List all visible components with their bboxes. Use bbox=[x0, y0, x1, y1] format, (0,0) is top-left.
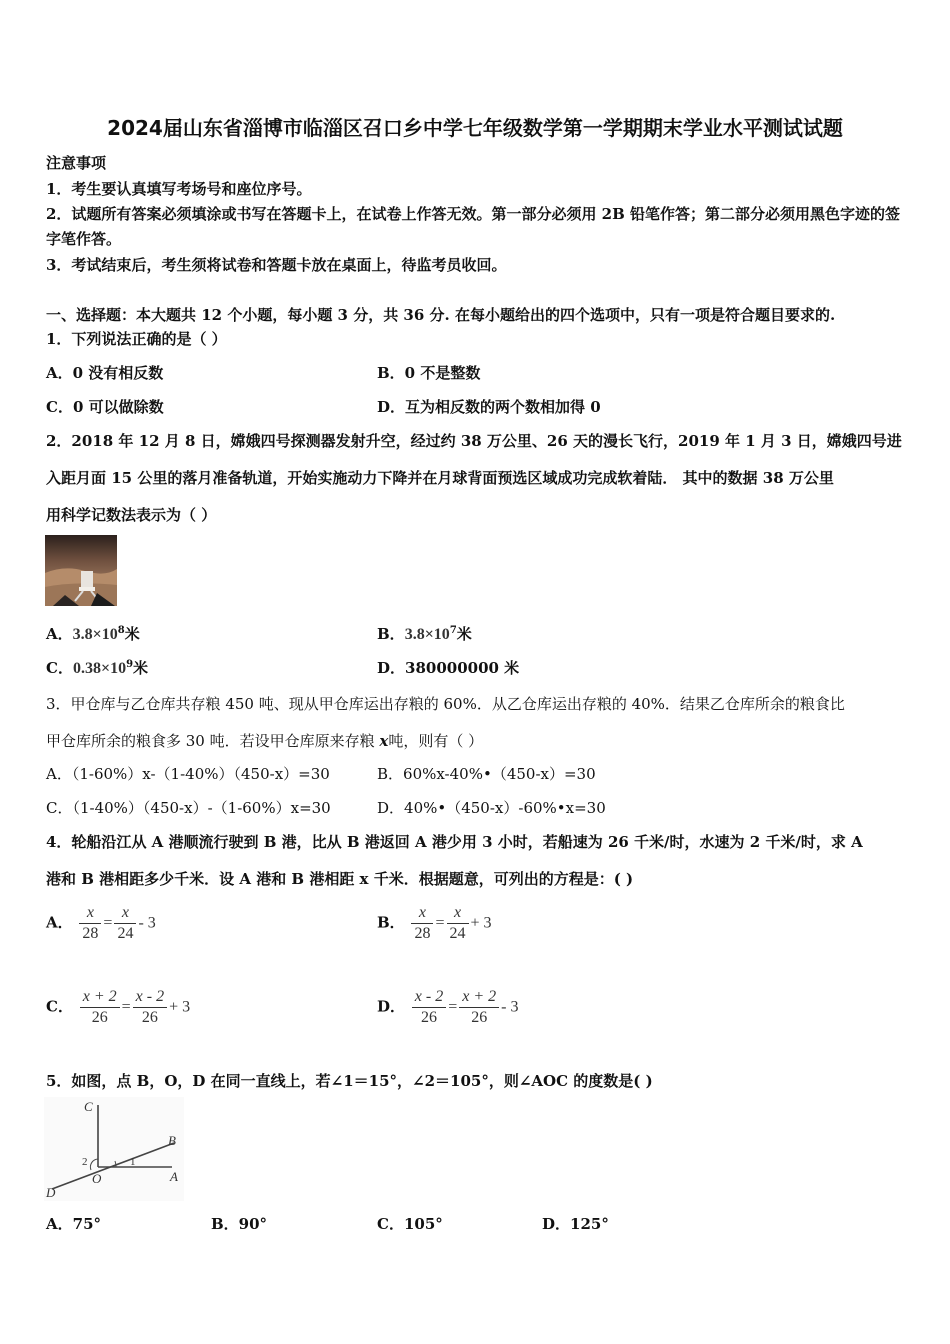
q2-line-1: 2．2018 年 12 月 8 日，嫦娥四号探测器发射升空，经过约 38 万公里、26 天的漫长飞行，2019 年 1 月 3 日，嫦娥四号进 bbox=[46, 432, 902, 450]
q2-line-2: 入距月面 15 公里的落月准备轨道，开始实施动力下降并在月球背面预选区域成功完成软着陆． 其中的数据 38 万公里 bbox=[46, 469, 834, 487]
q3-option-a: A．（1-60%）x-（1-40%）（450-x）=30 bbox=[46, 765, 330, 783]
q1-option-b: B．0 不是整数 bbox=[377, 364, 481, 382]
q3-line-2: 甲仓库所余的粮食多 30 吨．若设甲仓库原来存粮 x吨，则有（ ） bbox=[46, 732, 484, 750]
q5-option-d: D．125° bbox=[542, 1215, 609, 1233]
lunar-landing-photo bbox=[45, 535, 117, 610]
label-b: B bbox=[168, 1133, 176, 1148]
q4-option-d: D． $\frac{x - 2}{26}$ = $\frac{x + 2}{26}$ - 3 bbox=[377, 988, 519, 1026]
q4-line-1: 4．轮船沿江从 A 港顺流行驶到 B 港，比从 B 港返回 A 港少用 3 小时，若船速为 26 千米/时，水速为 2 千米/时，求 A bbox=[46, 833, 863, 851]
q4-option-b: B． $\frac{x}{28}$ = $\frac{x}{24}$ + 3 bbox=[377, 904, 492, 942]
q2-option-c: C．$0.38\times 10^9$米 bbox=[46, 659, 149, 677]
q5-stem: 5．如图，点 B，O，D 在同一直线上，若∠1＝15°，∠2＝105°，则∠AOC 的度数是( ) bbox=[46, 1072, 653, 1090]
q2-option-a: A．$3.8\times 10^8$米 bbox=[46, 625, 140, 643]
notice-item-2: 2．试题所有答案必须填涂或书写在答题卡上，在试卷上作答无效。第一部分必须用 2B 铅笔作答；第二部分必须用黑色字迹的签字笔作答。 bbox=[46, 205, 901, 248]
q4-line-2: 港和 B 港相距多少千米．设 A 港和 B 港相距 x 千米．根据题意，可列出的方程是：( ) bbox=[46, 870, 634, 888]
q1-stem: 1．下列说法正确的是（ ） bbox=[46, 330, 227, 348]
q2-line-3: 用科学记数法表示为（ ） bbox=[46, 506, 217, 524]
q1-option-c: C．0 可以做除数 bbox=[46, 398, 164, 416]
q2-option-d: D．380000000 米 bbox=[377, 659, 520, 677]
angle-figure bbox=[44, 1097, 184, 1205]
q1-option-d: D．互为相反数的两个数相加得 0 bbox=[377, 398, 601, 416]
label-angle-1: 1 bbox=[130, 1156, 136, 1168]
q1-option-a: A．0 没有相反数 bbox=[46, 364, 164, 382]
label-d: D bbox=[46, 1185, 56, 1200]
page-title: 2024届山东省淄博市临淄区召口乡中学七年级数学第一学期期末学业水平测试试题 bbox=[107, 116, 843, 140]
q5-option-b: B．90° bbox=[211, 1215, 268, 1233]
q5-option-a: A．75° bbox=[46, 1215, 102, 1233]
notice-item-1: 1．考生要认真填写考场号和座位序号。 bbox=[46, 180, 312, 198]
q2-option-b: B．$3.8\times 10^7$米 bbox=[377, 625, 472, 643]
label-o: O bbox=[92, 1171, 102, 1186]
q3-option-d: D．40%•（450-x）-60%•x=30 bbox=[377, 799, 606, 817]
label-a: A bbox=[170, 1169, 178, 1184]
q5-option-c: C．105° bbox=[377, 1215, 443, 1233]
notice-item-3: 3．考试结束后，考生须将试卷和答题卡放在桌面上，待监考员收回。 bbox=[46, 256, 507, 274]
q3-option-c: C．（1-40%）（450-x）-（1-60%）x=30 bbox=[46, 799, 331, 817]
q4-option-c: C． $\frac{x + 2}{26}$ = $\frac{x - 2}{26}$ + 3 bbox=[46, 988, 191, 1026]
notice-heading: 注意事项 bbox=[46, 154, 107, 172]
q3-option-b: B．60%x-40%•（450-x）=30 bbox=[377, 765, 596, 783]
q4-option-a: A． $\frac{x}{28}$ = $\frac{x}{24}$ - 3 bbox=[46, 904, 156, 942]
section-heading: 一、选择题：本大题共 12 个小题，每小题 3 分，共 36 分. 在每小题给出的四个选项中，只有一项是符合题目要求的. bbox=[46, 306, 836, 324]
label-angle-2: 2 bbox=[82, 1156, 88, 1168]
label-c: C bbox=[84, 1099, 93, 1114]
q3-line-1: 3．甲仓库与乙仓库共存粮 450 吨、现从甲仓库运出存粮的 60%．从乙仓库运出存粮的 40%．结果乙仓库所余的粮食比 bbox=[46, 695, 845, 713]
